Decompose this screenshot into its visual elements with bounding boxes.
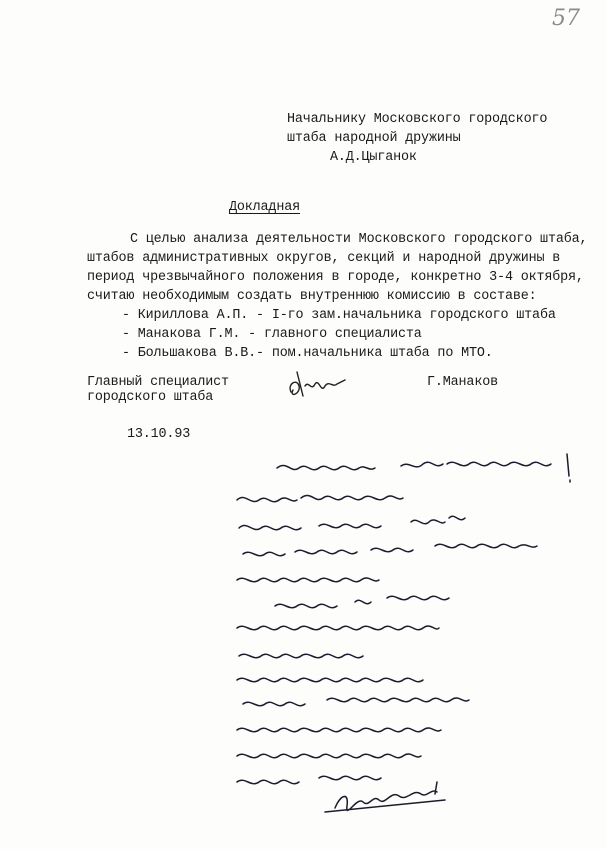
signoff-name: Г.Манаков [427,375,498,390]
addressee-line-1: Начальнику Московского городского [287,112,548,127]
body-line-1: С целью анализа деятельности Московского городского штаба, [130,232,588,247]
body-line-3: период чрезвычайного положения в городе, конкретно 3-4 октября, [87,270,584,285]
handwritten-resolution [215,448,600,833]
author-signature [283,366,353,406]
addressee-line-2: штаба народной дружины [287,131,461,146]
page-number: 57 [552,6,580,31]
document-title: Докладная [229,200,300,215]
addressee-name: А.Д.Цыганок [330,150,417,165]
member-item-1: - Кириллова А.П. - I-го зам.начальника городского штаба [122,308,556,323]
document-date: 13.10.93 [127,427,191,442]
signoff-position-line-2: городского штаба [87,390,214,405]
body-line-4: считаю необходимым создать внутреннюю комиссию в составе: [87,289,537,304]
member-item-2: - Манакова Г.М. - главного специалиста [122,327,422,342]
signoff-position-line-1: Главный специалист [87,375,229,390]
member-item-3: - Большакова В.В.- пом.начальника штаба по МТО. [122,346,493,361]
body-line-2: штабов административных округов, секций и народной дружины в [87,251,561,266]
